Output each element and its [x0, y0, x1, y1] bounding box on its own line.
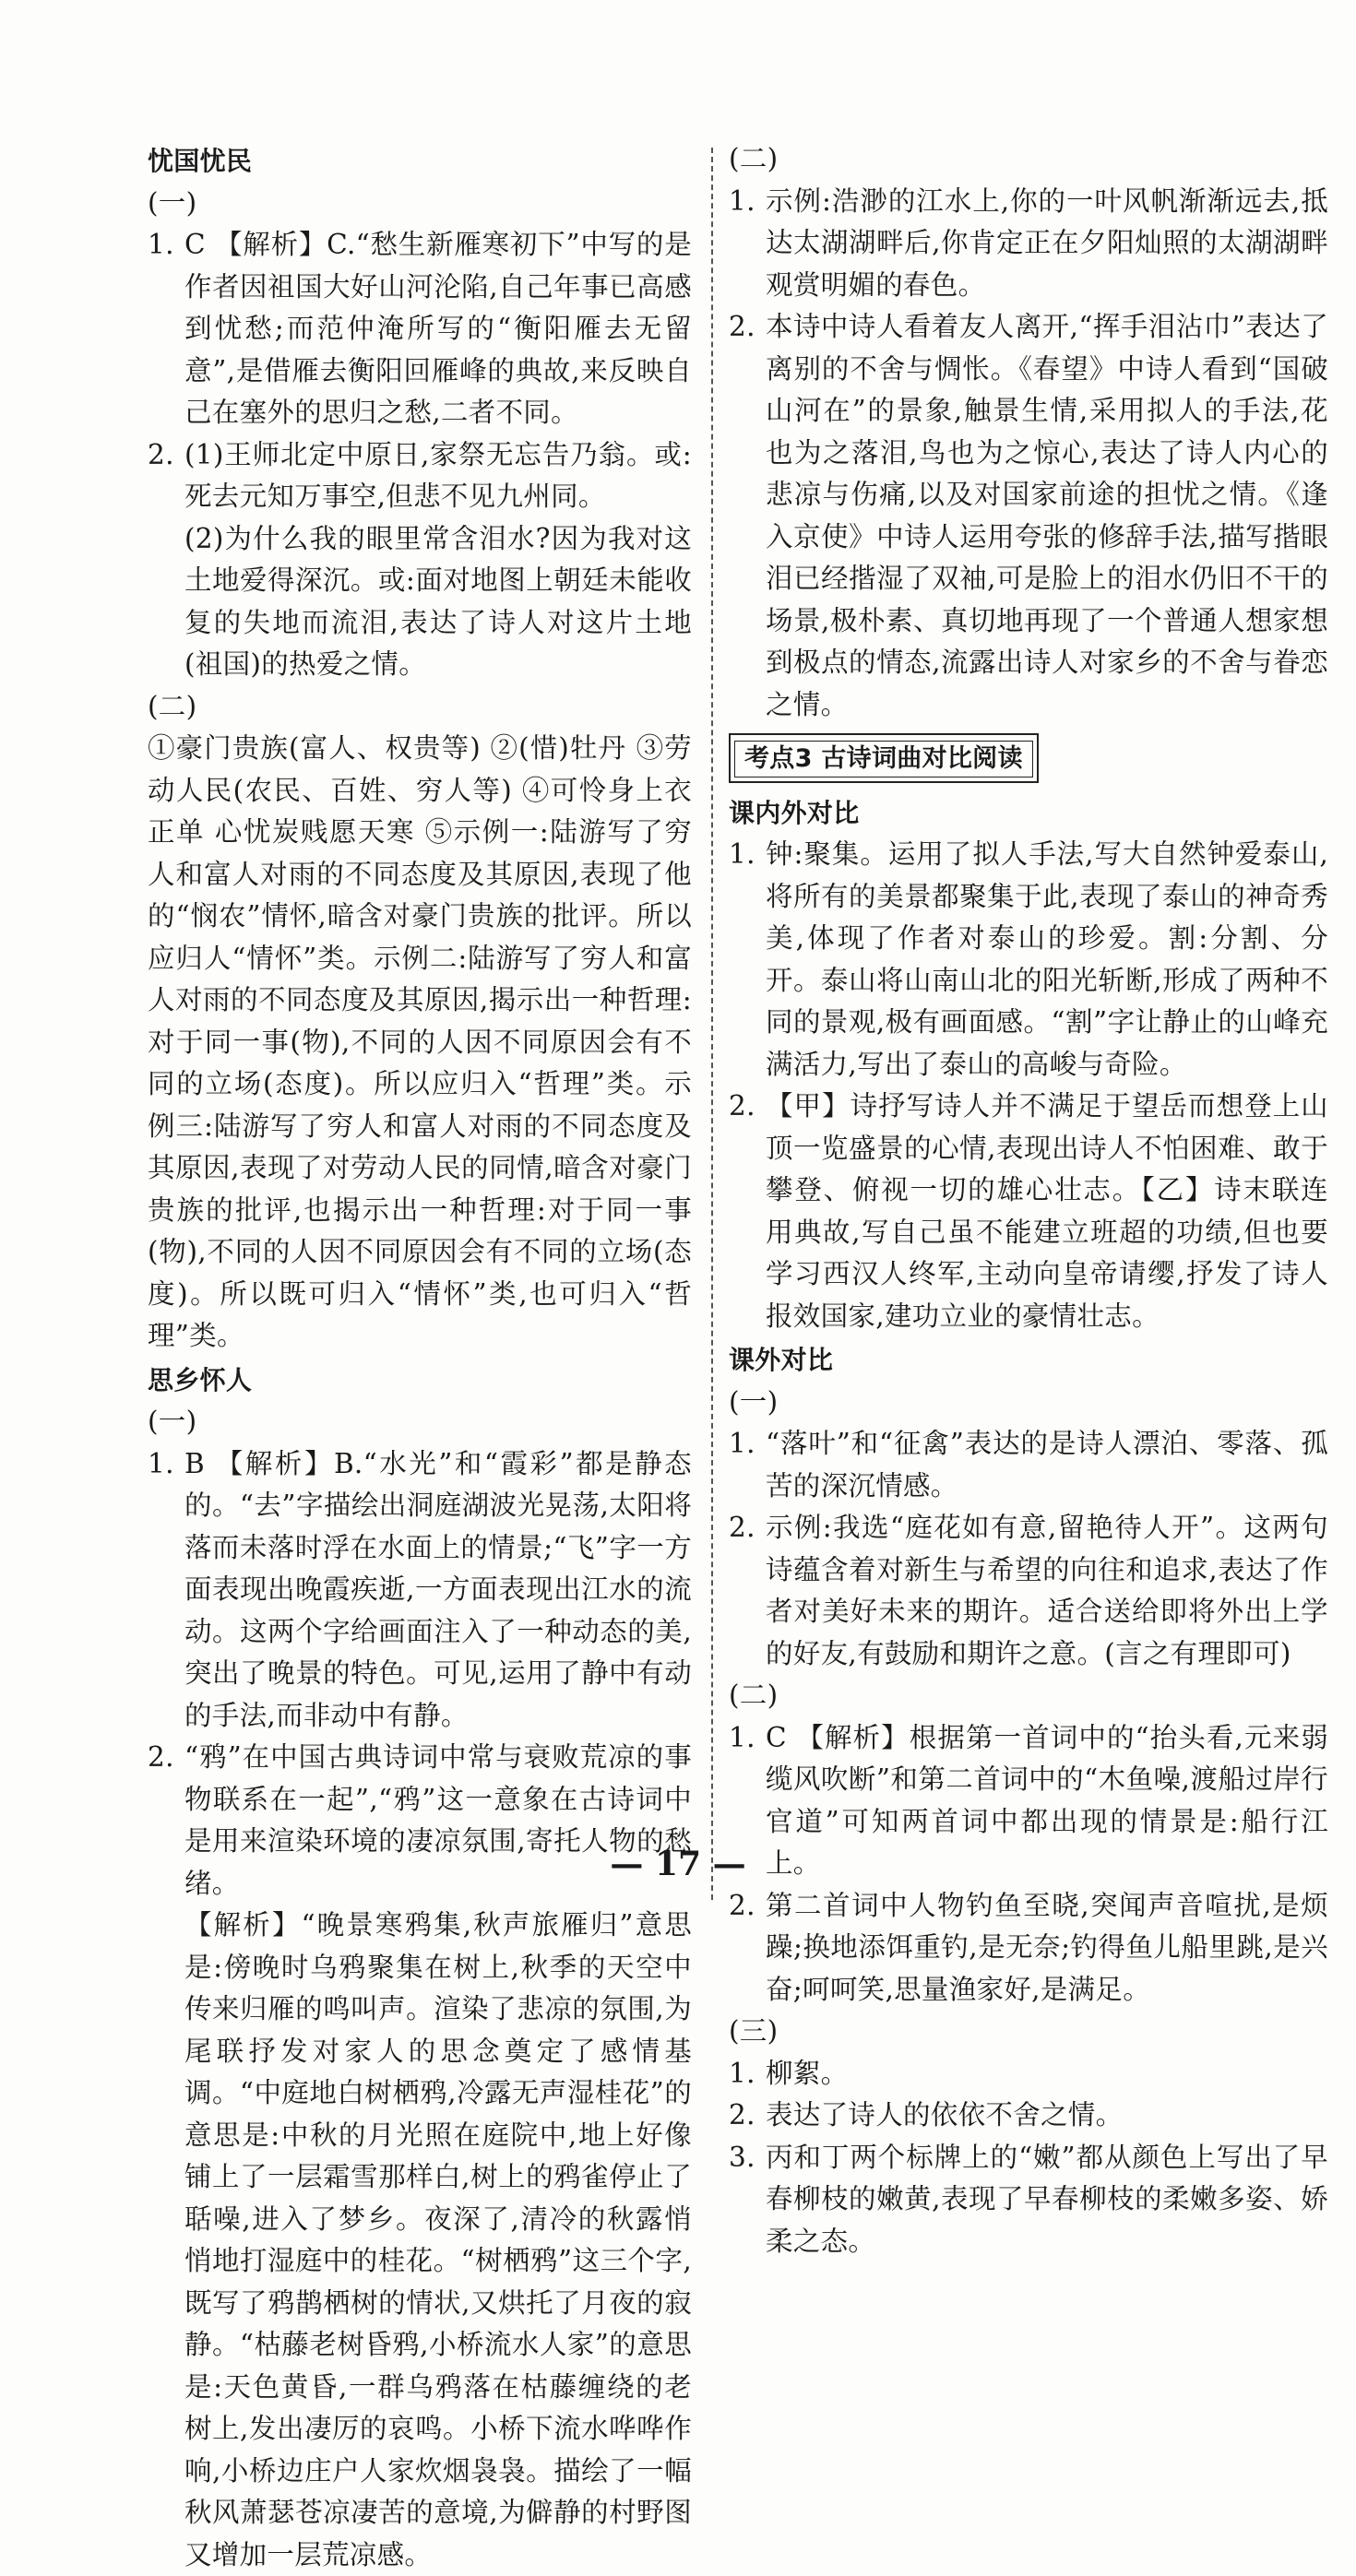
- section-heading-kewai: 课外对比: [729, 1345, 834, 1375]
- analysis-text: 【解析】“晚景寒鸦集,秋声旅雁归”意思是:傍晚时乌鸦聚集在树上,秋季的天空中传来归雁的鸣叫声。渲染了悲凉的氛围,为尾联抒发对家人的思念奠定了感情基调。“中庭地白树栖鸦,冷露无声湿桂花”的意思是:中秋的月光照在庭院中,地上好像铺上了一层霜雪那样白,树上的鸦雀停止了聒噪,进入了梦乡。夜深了,清冷的秋露悄悄地打湿庭中的桂花。“树栖鸦”这三个字,既写了鸦鹊栖树的情状,又烘托了月夜的寂静。“枯藤老树昏鸦,小桥流水人家”的意思是:天色黄昏,一群乌鸦落在枯藤缠绕的老树上,发出凄厉的哀鸣。小桥下流水哗哗作响,小桥边庄户人家炊烟袅袅。描绘了一幅秋风萧瑟苍凉凄苦的意境,为僻静的村野图又增加一层荒凉感。: [184, 1909, 692, 2570]
- item-number: 1.: [729, 1428, 755, 1459]
- answer-text: C 【解析】C.“愁生新雁寒初下”中写的是作者因祖国大好山河沦陷,自己年事已高感到忧愁;而范仲淹所写的“衡阳雁去无留意”,是借雁去衡阳回雁峰的典故,来反映自己在塞外的思归之愁,二者不同。: [184, 229, 692, 428]
- answer-item: [148, 1443, 692, 1738]
- item-number: 3.: [729, 2141, 755, 2173]
- subsection-label: (二): [729, 143, 779, 174]
- item-number: 1.: [148, 229, 174, 260]
- answer-text: B 【解析】B.“水光”和“霞彩”都是静态的。“去”字描绘出洞庭湖波光晃荡,太阳将落而未落时浮在水面上的情景;“飞”字一方面表现出晚霞疾逝,一方面表现出江水的流动。这两个字给画面注入了一种动态的美,突出了晚景的特色。可见,运用了静中有动的手法,而非动中有静。: [184, 1447, 692, 1731]
- item-number: 2.: [729, 1090, 755, 1122]
- answer-text: 【甲】诗抒写诗人并不满足于望岳而想登上山顶一览盛景的心情,表现出诗人不怕困难、敢于攀登、俯视一切的雄心壮志。【乙】诗末联连用典故,写自己虽不能建立班超的功绩,但也要学习西汉人终军,主动向皇帝请缨,抒发了诗人报效国家,建功立业的豪情壮志。: [766, 1090, 1328, 1332]
- subsection-label: (二): [729, 1680, 779, 1711]
- subsection-label: (二): [148, 690, 197, 722]
- answer-item: [729, 1086, 1328, 1337]
- section-heading-kenei: 课内外对比: [729, 797, 860, 828]
- item-number: 2.: [148, 1741, 174, 1773]
- item-number: 2.: [729, 1512, 755, 1543]
- item-number: 2.: [729, 2099, 755, 2131]
- item-number: 1.: [729, 2057, 755, 2089]
- answer-text: 示例:我选“庭花如有意,留艳待人开”。这两句诗蕴含着对新生与希望的向往和追求,表达了作者对美好未来的期许。适合送给即将外出上学的好友,有鼓励和期许之意。(言之有理即可): [766, 1512, 1328, 1669]
- answer-paragraph: ①豪门贵族(富人、权贵等) ②(惜)牡丹 ③劳动人民(农民、百姓、穷人等) ④可怜身上衣正单 心忧炭贱愿天寒 ⑤示例一:陆游写了穷人和富人对雨的不同态度及其原因,表现了他的“悯农”情怀,暗含对豪门贵族的批评。所以应归人“情怀”类。示例二:陆游写了穷人和富人对雨的不同态度及其原因,揭示出一种哲理:对于同一事(物),不同的人因不同原因会有不同的立场(态度)。所以应归入“哲理”类。示例三:陆游写了穷人和富人对雨的不同态度及其原因,表现了对劳动人民的同情,暗含对豪门贵族的批评,也揭示出一种哲理:对于同一事(物),不同的人因不同原因会有不同的立场(态度)。所以既可归入“情怀”类,也可归入“哲理”类。: [148, 732, 692, 1351]
- item-number: 1.: [729, 184, 755, 217]
- subsection-label: (三): [729, 2015, 779, 2047]
- item-number: 1.: [148, 1447, 174, 1479]
- answer-item: [729, 2095, 1328, 2137]
- answer-text: 示例:浩渺的江水上,你的一叶风帆渐渐远去,抵达太湖湖畔后,你肯定正在夕阳灿照的太湖湖畔观赏明媚的春色。: [766, 184, 1328, 301]
- answer-text: 表达了诗人的依依不舍之情。: [766, 2099, 1124, 2131]
- column-divider: [711, 148, 713, 1900]
- answer-item: [729, 306, 1328, 726]
- answer-text: (1)王师北定中原日,家祭无忘告乃翁。或:死去元知万事空,但悲不见九州同。: [184, 438, 692, 512]
- answer-text: 柳絮。: [766, 2057, 849, 2089]
- item-number: 1.: [729, 838, 755, 870]
- answer-text: C 【解析】根据第一首词中的“抬头看,元来弱缆风吹断”和第二首词中的“木鱼噪,渡船过岸行官道”可知两首词中都出现的情景是:船行江上。: [766, 1721, 1328, 1879]
- answer-item: [148, 434, 692, 686]
- answer-text: “落叶”和“征禽”表达的是诗人漂泊、零落、孤苦的深沉情感。: [766, 1428, 1328, 1502]
- kaodian-title: 考点3 古诗词曲对比阅读: [734, 741, 1033, 778]
- item-number: 2.: [148, 438, 174, 470]
- answer-item: [729, 1885, 1328, 2012]
- item-number: 2.: [729, 311, 755, 342]
- answer-text: 本诗中诗人看着友人离开,“挥手泪沾巾”表达了离别的不舍与惆怅。《春望》中诗人看到“国破山河在”的景象,触景生情,采用拟人的手法,花也为之落泪,鸟也为之惊心,表达了诗人内心的悲凉与伤痛,以及对国家前途的担忧之情。《逢入京使》中诗人运用夸张的修辞手法,描写揩眼泪已经揩湿了双袖,可是脸上的泪水仍旧不干的场景,极朴素、真切地再现了一个普通人想家想到极点的情态,流露出诗人对家乡的不舍与眷恋之情。: [766, 311, 1328, 720]
- answer-text: 第二首词中人物钓鱼至晓,突闻声音喧扰,是烦躁;换地添饵重钓,是无奈;钓得鱼儿船里跳,是兴奋;呵呵笑,思量渔家好,是满足。: [766, 1889, 1328, 2005]
- answer-item: [729, 1507, 1328, 1675]
- answer-text: “鸦”在中国古典诗词中常与衰败荒凉的事物联系在一起”,“鸦”这一意象在古诗词中是用来渲染环境的凄凉氛围,寄托人物的愁绪。: [184, 1741, 692, 1899]
- answer-item: [729, 2137, 1328, 2263]
- answer-text: (2)为什么我的眼里常含泪水?因为我对这土地爱得深沉。或:面对地图上朝廷未能收复的失地而流泪,表达了诗人对这片土地(祖国)的热爱之情。: [184, 522, 692, 680]
- section-heading-sixiang: 思乡怀人: [148, 1364, 253, 1395]
- left-column: [148, 138, 692, 2576]
- answer-text: 丙和丁两个标牌上的“嫩”都从颜色上写出了早春柳枝的嫩黄,表现了早春柳枝的柔嫩多姿、娇柔之态。: [766, 2141, 1328, 2257]
- answer-text: 钟:聚集。运用了拟人手法,写大自然钟爱泰山,将所有的美景都聚集于此,表现了泰山的神奇秀美,体现了作者对泰山的珍爱。割:分割、分开。泰山将山南山北的阳光斩断,形成了两种不同的景观,极有画面感。“割”字让静止的山峰充满活力,写出了泰山的高峻与奇险。: [766, 838, 1328, 1080]
- section-heading-youguo: 忧国忧民: [148, 146, 253, 176]
- answer-item: [729, 181, 1328, 307]
- answer-item: [729, 2053, 1328, 2095]
- answer-item: [729, 1423, 1328, 1507]
- subsection-label: (一): [148, 1406, 197, 1437]
- answer-item: [729, 834, 1328, 1086]
- subsection-label: (一): [148, 186, 197, 219]
- item-number: 1.: [729, 1721, 755, 1753]
- subsection-label: (一): [729, 1385, 779, 1418]
- answer-item: [148, 224, 692, 434]
- item-number: 2.: [729, 1889, 755, 1921]
- right-column: [729, 138, 1328, 2262]
- page-number: — 17 —: [610, 1845, 746, 1883]
- kaodian-box: [729, 733, 1039, 783]
